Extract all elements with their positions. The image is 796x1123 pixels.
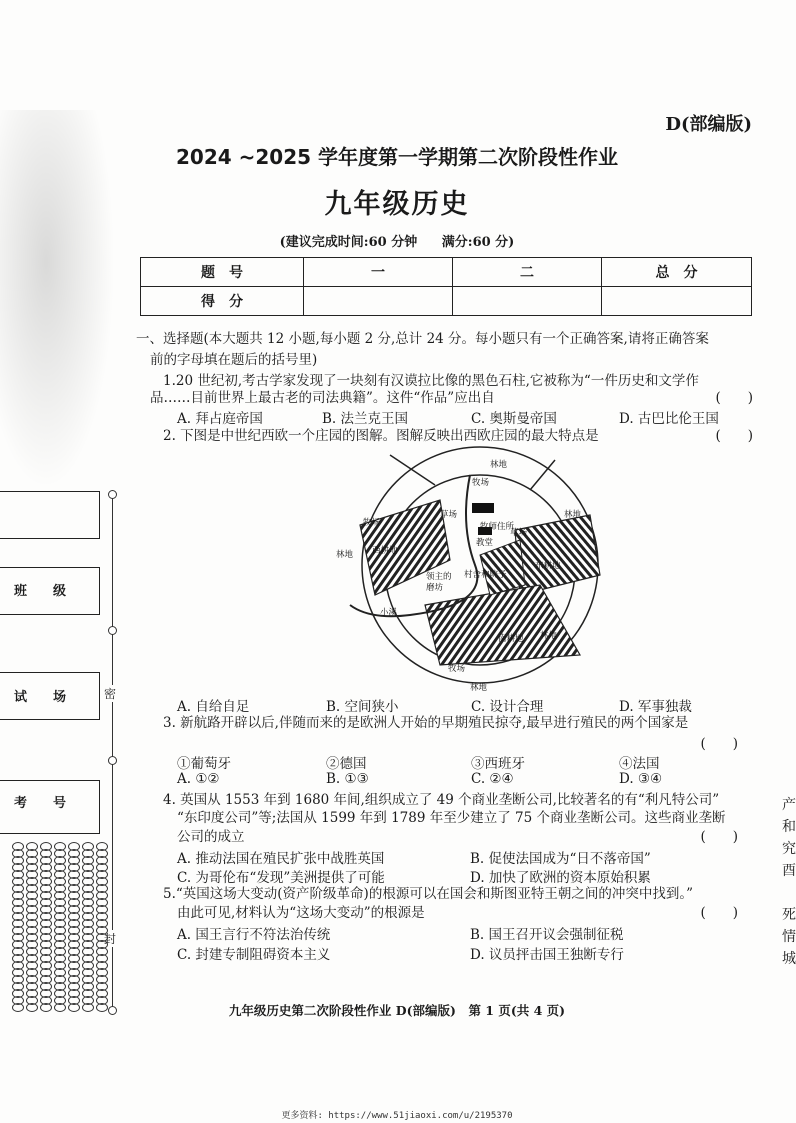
time-note: (建议完成时间:60 分钟 (279, 235, 418, 250)
q1-option-c[interactable]: C. 奥斯曼帝国 (471, 411, 557, 427)
q1-answer-paren[interactable]: ( ) (715, 390, 753, 406)
right-edge-char: 死 (782, 907, 796, 923)
right-edge-char: 城 (782, 951, 796, 967)
score-header-cell: 总 分 (602, 258, 752, 287)
q2-option-a[interactable]: A. 自给自足 (177, 699, 250, 715)
map-label: 林地 (490, 460, 508, 470)
map-label: 牧场 (448, 664, 466, 674)
q5-option-c[interactable]: C. 封建专制阻碍资本主义 (177, 947, 331, 963)
q3-option-c[interactable]: C. ②④ (471, 771, 514, 787)
seal-char-1: 密 (104, 687, 117, 701)
time-info (0, 231, 794, 250)
map-label: 小溪 (380, 608, 398, 618)
seal-char-2: 封 (104, 932, 117, 946)
q5-option-d[interactable]: D. 议员抨击国王独断专行 (470, 947, 624, 963)
map-label: 草场 (510, 528, 528, 538)
q5-answer-paren[interactable]: ( ) (700, 905, 738, 921)
class-label: 班 级 (14, 584, 67, 599)
right-edge-char: 产 (782, 797, 796, 813)
map-label: 教堂 (476, 538, 494, 548)
q4-option-a[interactable]: A. 推动法国在殖民扩张中战胜英国 (177, 851, 385, 867)
exam-title: 2024 ~2025 学年度第一学期第二次阶段性作业 (175, 145, 618, 169)
map-label: 牧场 (363, 518, 381, 528)
map-label: 草场 (440, 510, 458, 520)
q3-option-d[interactable]: D. ③④ (619, 771, 663, 787)
map-label: 村舍和院子 (464, 570, 507, 580)
q4-answer-paren[interactable]: ( ) (700, 829, 738, 845)
q3-item-2: ②德国 (326, 756, 367, 772)
q3-item-3: ③西班牙 (471, 756, 525, 772)
map-label: 西耕地 (372, 546, 398, 556)
q1-option-d[interactable]: D. 古巴比伦王国 (619, 411, 719, 427)
map-label: 林地 (564, 510, 582, 520)
manor-map (330, 445, 630, 695)
right-edge-char: 和 (782, 819, 796, 835)
score-cell[interactable] (602, 287, 752, 316)
score-row-label: 得 分 (141, 287, 304, 316)
subject-title: 九年级历史 (324, 189, 470, 220)
score-note: 满分:60 分) (441, 235, 515, 250)
q3-option-b[interactable]: B. ①③ (326, 771, 369, 787)
q3-answer-paren[interactable]: ( ) (700, 736, 738, 752)
source-link[interactable]: 更多资料: https://www.51jiaoxi.com/u/2195370 (281, 1111, 513, 1121)
q1-option-a[interactable]: A. 拜占庭帝国 (177, 411, 263, 427)
q1-line2: 品……目前世界上最古老的司法典籍”。这件“作品”应出自 ( ) (150, 388, 753, 409)
right-edge-char: 究 (782, 841, 796, 857)
q5-option-b[interactable]: B. 国王召开议会强制征税 (470, 927, 624, 943)
q5-option-a[interactable]: A. 国王言行不符法治传统 (177, 927, 331, 943)
q3-option-a[interactable]: A. ①② (177, 771, 220, 787)
q3-item-4: ④法国 (619, 756, 660, 772)
score-cell[interactable] (453, 287, 602, 316)
q4-option-d[interactable]: D. 加快了欧洲的资本原始积累 (470, 870, 651, 886)
map-label: 牧师住所 (480, 522, 515, 532)
map-label: 磨坊 (426, 583, 444, 593)
map-label: 林地 (470, 683, 488, 693)
map-label: 领主的 (426, 572, 452, 582)
q5-line2: 由此可见,材料认为“这场大变动”的根源是 ( ) (177, 903, 738, 924)
q1-line1: 1.20 世纪初,考古学家发现了一块刻有汉谟拉比像的黑色石柱,它被称为“一件历史和文学作 (163, 373, 699, 389)
q2-line1: 2. 下图是中世纪西欧一个庄园的图解。图解反映出西欧庄园的最大特点是 ( ) (163, 426, 753, 447)
score-header-cell: 一 (304, 258, 453, 287)
q2-answer-paren[interactable]: ( ) (715, 428, 753, 444)
map-label: 南耕地 (498, 634, 524, 644)
score-header-cell: 二 (453, 258, 602, 287)
section1-line1: 一、选择题(本大题共 12 小题,每小题 2 分,总计 24 分。每小题只有一个正确答案,请将正确答案 (136, 331, 709, 347)
edition-label: D(部编版) (665, 114, 752, 135)
map-label: 牧场 (472, 478, 490, 488)
name-box[interactable] (0, 491, 100, 539)
q5-line1: 5.“英国这场大变动(资产阶级革命)的根源可以在国会和斯图亚特王朝之间的冲突中找到。” (163, 886, 693, 902)
seal-dot (108, 626, 117, 635)
map-label: 林地 (336, 550, 354, 560)
q4-line1: 4. 英国从 1553 年到 1680 年间,组织成立了 49 个商业垄断公司,比较著名的有“利凡特公司” (163, 792, 720, 808)
q4-option-b[interactable]: B. 促使法国成为“日不落帝国” (470, 851, 651, 867)
room-label: 试 场 (14, 690, 67, 705)
q1-option-b[interactable]: B. 法兰克王国 (322, 411, 409, 427)
q2-option-d[interactable]: D. 军事独裁 (619, 699, 692, 715)
page-footer: 九年级历史第二次阶段性作业 D(部编版) 第 1 页(共 4 页) (228, 1003, 566, 1018)
map-label: 东耕地 (535, 561, 561, 571)
q4-option-c[interactable]: C. 为哥伦布“发现”美洲提供了可能 (177, 870, 385, 886)
score-header-cell: 题 号 (141, 258, 304, 287)
score-table-score-row (141, 287, 752, 316)
priest-house-icon (472, 503, 494, 513)
q3-item-1: ①葡萄牙 (177, 756, 231, 772)
map-label: 林地 (540, 631, 558, 641)
score-table (140, 257, 752, 316)
q2-option-b[interactable]: B. 空间狭小 (326, 699, 399, 715)
score-cell[interactable] (304, 287, 453, 316)
q3-line1: 3. 新航路开辟以后,伴随而来的是欧洲人开始的早期殖民掠夺,最早进行殖民的两个国家是 (163, 715, 689, 731)
q4-line3: 公司的成立 ( ) (177, 827, 738, 848)
number-label: 考 号 (14, 796, 67, 811)
seal-dot (108, 490, 117, 499)
section1-line2: 前的字母填在题后的括号里) (150, 352, 318, 368)
q4-line2: “东印度公司”等;法国从 1599 年到 1789 年至少建立了 75 个商业垄断公司。这些商业垄断 (177, 810, 726, 826)
right-edge-char: 情 (782, 929, 796, 945)
right-edge-char: 酉 (782, 863, 796, 879)
seal-dot (108, 756, 117, 765)
q2-option-c[interactable]: C. 设计合理 (471, 699, 544, 715)
score-table-header-row (141, 258, 752, 287)
